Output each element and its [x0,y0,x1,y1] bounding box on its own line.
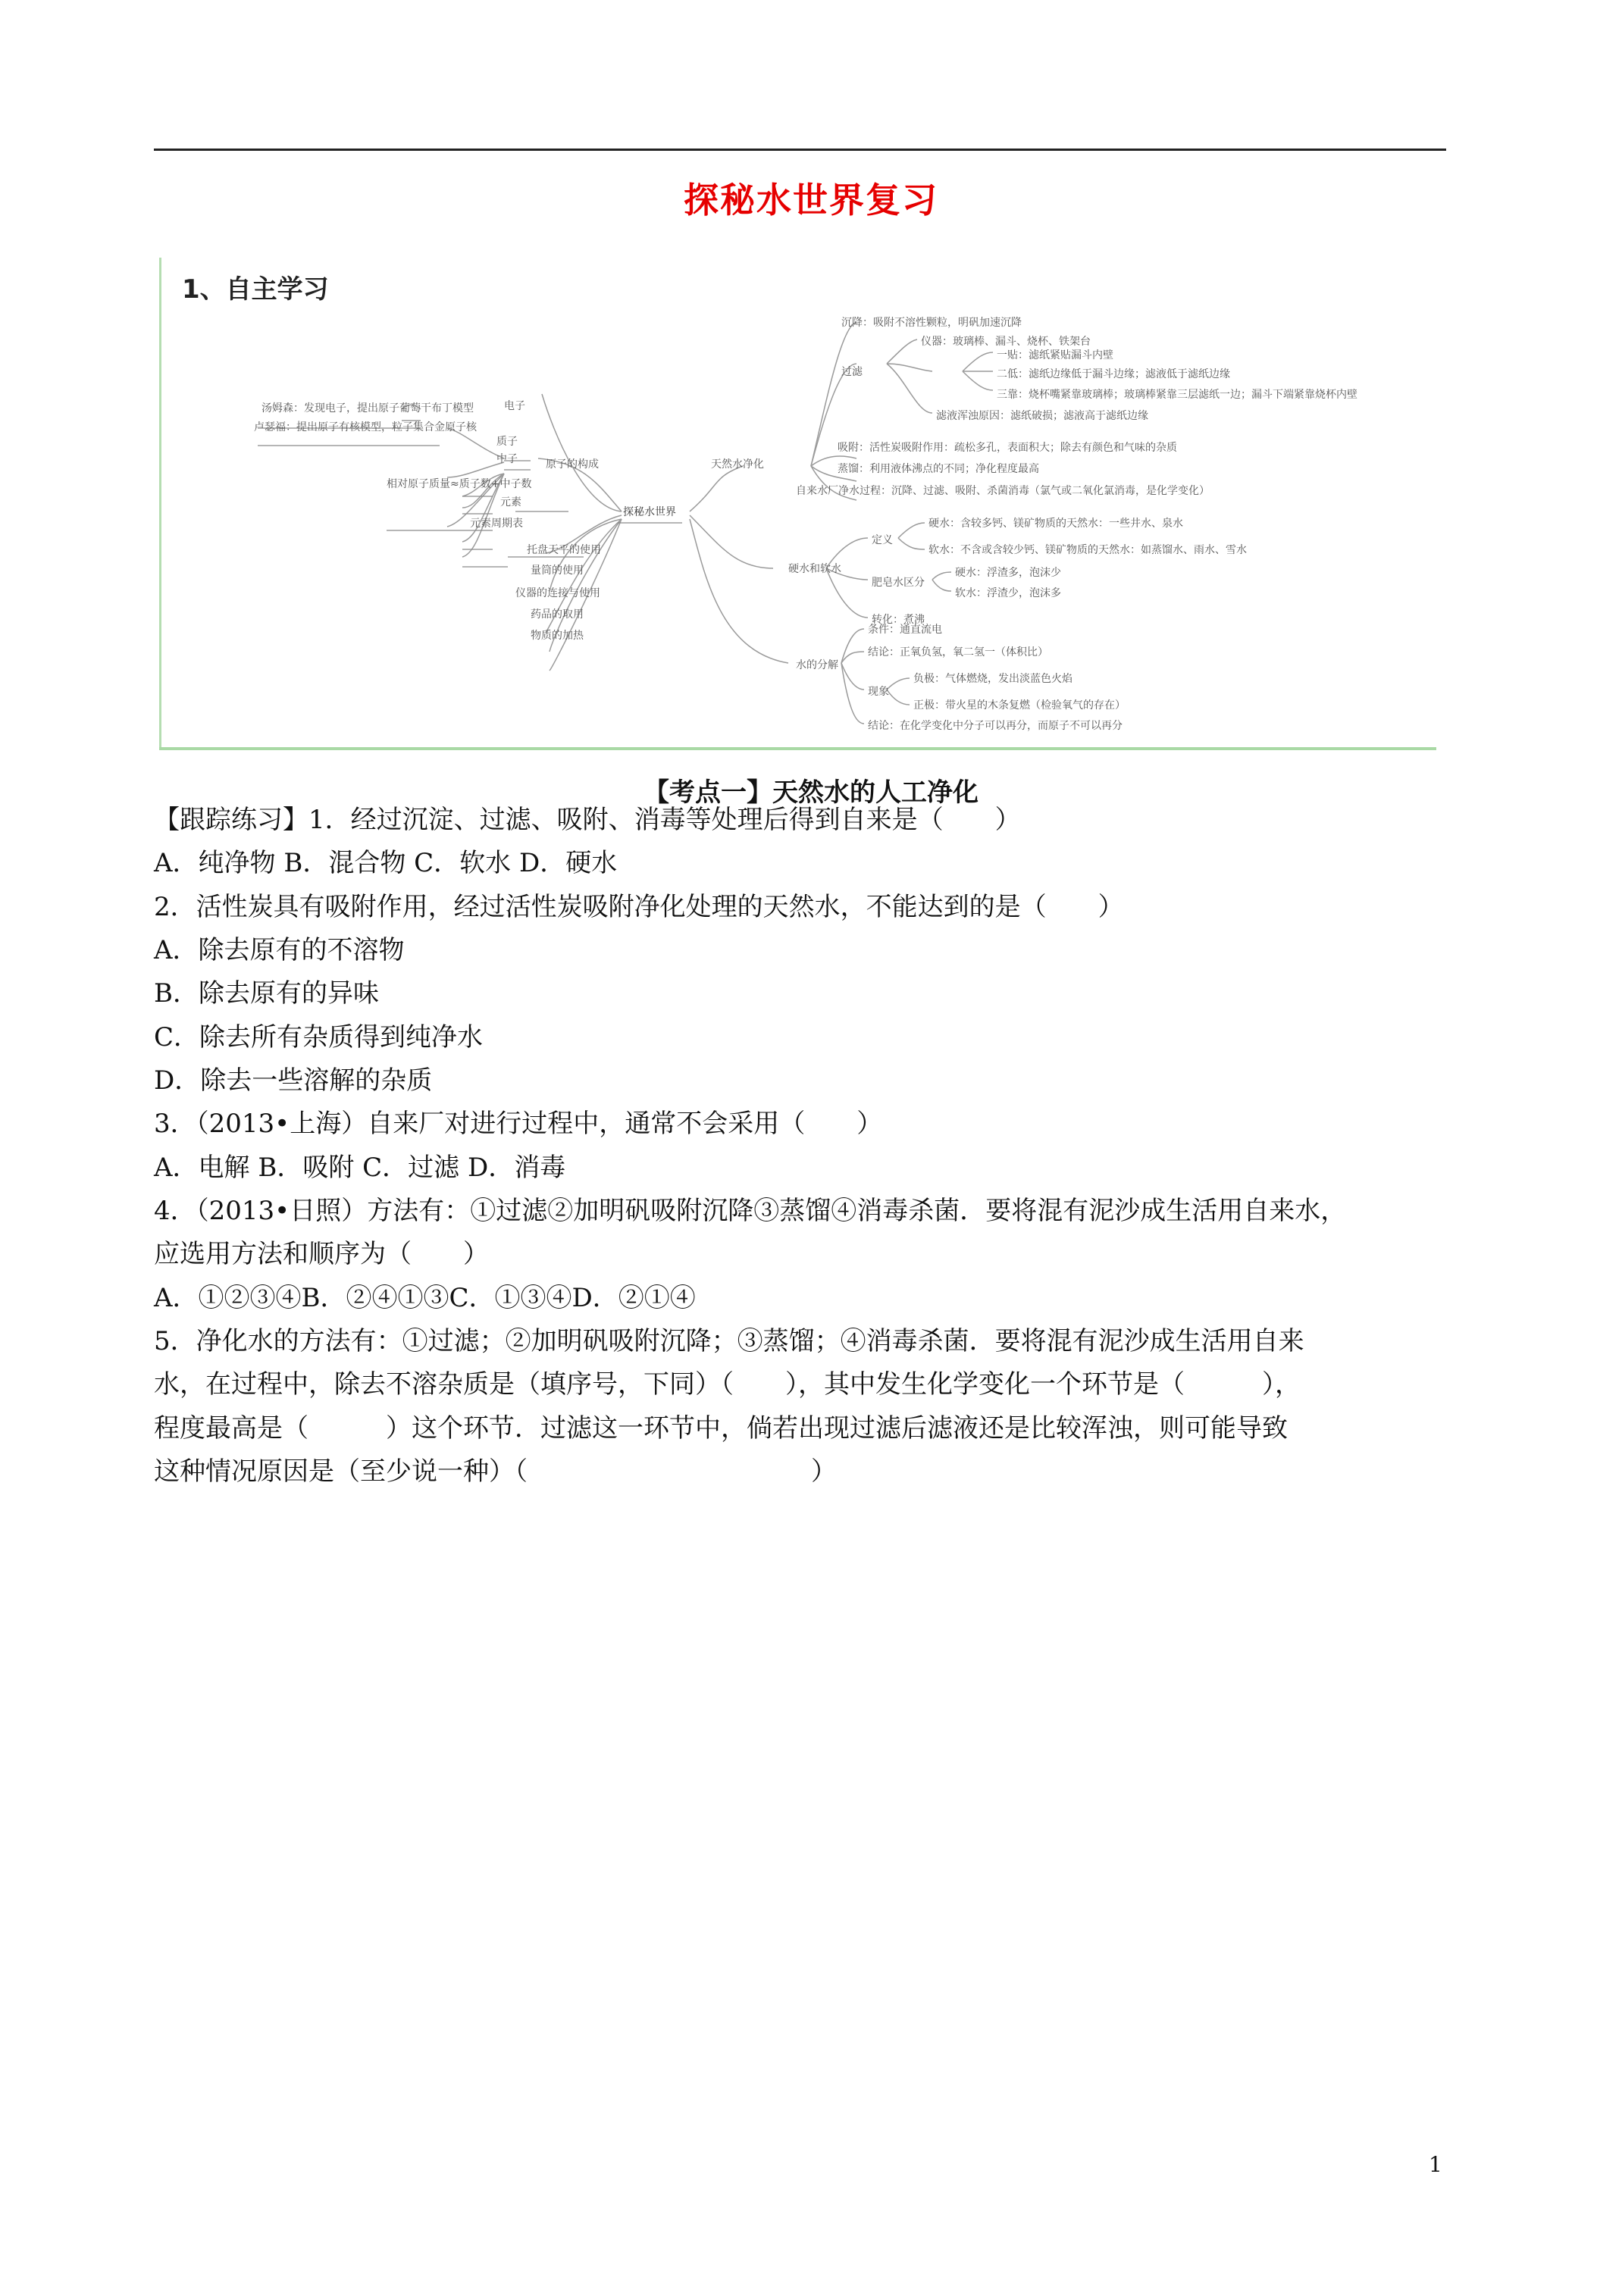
header-rule [154,149,1446,151]
page-title: 探秘水世界复习 [684,180,938,221]
text-line: A．①②③④B．②④①③C．①③④D．②①④ [154,1283,696,1313]
text-line: 程度最高是（ ）这个环节．过滤这一环节中，倘若出现过滤后滤液还是比较浑浊，则可能导致 [154,1413,1288,1444]
text-line: A．纯净物 B．混合物 C．软水 D．硬水 [154,848,618,878]
mind-map-node: 沉降：吸附不溶性颗粒，明矾加速沉降 [841,317,1022,329]
text-line: 2．活性炭具有吸附作用，经过活性炭吸附净化处理的天然水，不能达到的是（ ） [154,892,1124,922]
mind-map-node: 吸附：活性炭吸附作用：疏松多孔，表面积大；除去有颜色和气味的杂质 [838,442,1177,454]
mind-map-node: 条件：通直流电 [868,624,942,636]
mind-map-node: 转化：煮沸 [872,614,925,626]
mind-map-node: 中子 [496,453,518,465]
text-line: C．除去所有杂质得到纯净水 [154,1022,484,1053]
mind-map-connectors [159,258,1436,750]
mind-map-node: 硬水：浮渣多，泡沫少 [955,567,1061,579]
mind-map-node: 仪器：玻璃棒、漏斗、烧杯、铁架台 [921,336,1091,348]
text-line: 5．净化水的方法有：①过滤；②加明矾吸附沉降；③蒸馏；④消毒杀菌．要将混有泥沙成生活用自来 [154,1326,1304,1356]
mind-map-bottom-border [159,747,1436,750]
text-line: 3．（2013•上海）自来厂对进行过程中，通常不会采用（ ） [154,1109,883,1139]
section-heading: 【考点一】天然水的人工净化 [643,777,979,808]
mind-map-node: 负极：气体燃烧，发出淡蓝色火焰 [913,673,1072,685]
mind-map-node: 现象 [868,686,889,698]
mind-map-node: 汤姆森：发现电子，提出原子葡萄干布丁模型 [261,402,474,414]
mind-map-node: 元素 [500,496,521,508]
mind-map-heading: 1、自主学习 [182,274,329,305]
text-line: 这种情况原因是（至少说一种）（ ） [154,1456,837,1487]
mind-map-node: 结论：在化学变化中分子可以再分，而原子不可以再分 [868,720,1123,732]
page-number: 1 [1429,2152,1442,2177]
mind-map-node: 一贴：滤纸紧贴漏斗内壁 [997,349,1113,361]
text-line: D．除去一些溶解的杂质 [154,1065,433,1096]
text-line: 应选用方法和顺序为（ ） [154,1239,489,1269]
mind-map-node: 软水：不含或含较少钙、镁矿物质的天然水：如蒸馏水、雨水、雪水 [928,544,1247,556]
mind-map-node: 软水：浮渣少，泡沫多 [955,587,1061,599]
mind-map-node: 药品的取用 [531,608,584,621]
mind-map-figure [159,258,1436,750]
mind-map-node: 电子 [504,400,525,412]
mind-map-node: 原子的构成 [546,458,599,471]
mind-map-node: 肥皂水区分 [872,577,925,589]
text-line: B．除去原有的异味 [154,978,379,1009]
text-line: 【跟踪练习】1．经过沉淀、过滤、吸附、消毒等处理后得到自来是（ ） [154,805,1021,835]
mind-map-node: 定义 [872,534,893,546]
mind-map-node: 天然水净化 [711,458,764,471]
mind-map-node: 三靠：烧杯嘴紧靠玻璃棒；玻璃棒紧靠三层滤纸一边；漏斗下端紧靠烧杯内壁 [997,389,1357,401]
mind-map-node: 托盘天平的使用 [527,544,601,556]
mind-map-node: 卢瑟福：提出原子有核模型，粒子集合金原子核 [254,421,477,433]
text-line: A．除去原有的不溶物 [154,935,405,965]
text-line: 4．（2013•日照）方法有：①过滤②加明矾吸附沉降③蒸馏④消毒杀菌．要将混有泥沙成生活用自来水， [154,1196,1347,1226]
mind-map-node: 物质的加热 [531,630,584,642]
mind-map-node: 元素周期表 [470,518,523,530]
mind-map-node: 正极：带火星的木条复燃（检验氧气的存在） [913,699,1126,712]
mind-map-node: 滤液浑浊原因：滤纸破损；滤液高于滤纸边缘 [936,410,1148,422]
text-line: A．电解 B．吸附 C．过滤 D．消毒 [154,1153,566,1183]
mind-map-center: 探秘水世界 [623,506,676,518]
text-line: 水，在过程中，除去不溶杂质是（填序号，下同）（ ），其中发生化学变化一个环节是（ ）， [154,1369,1301,1400]
mind-map-node: 量筒的使用 [531,565,584,577]
mind-map-node: 自来水厂净水过程：沉降、过滤、吸附、杀菌消毒（氯气或二氧化氯消毒，是化学变化） [796,485,1210,497]
mind-map-node: 水的分解 [796,659,838,671]
mind-map-node: 过滤 [841,366,863,378]
mind-map-node: 相对原子质量≈质子数+中子数 [387,478,532,490]
mind-map-node: 质子 [496,436,518,448]
mind-map-node: 硬水和软水 [788,563,841,575]
mind-map-node: 蒸馏：利用液体沸点的不同；净化程度最高 [838,463,1039,475]
mind-map-node: 二低：滤纸边缘低于漏斗边缘；滤液低于滤纸边缘 [997,368,1230,380]
mind-map-node: 仪器的连接与使用 [515,587,600,599]
mind-map-node: 硬水：含较多钙、镁矿物质的天然水：一些井水、泉水 [928,518,1183,530]
mind-map-node: 结论：正氧负氢，氧二氢一（体积比） [868,646,1048,658]
